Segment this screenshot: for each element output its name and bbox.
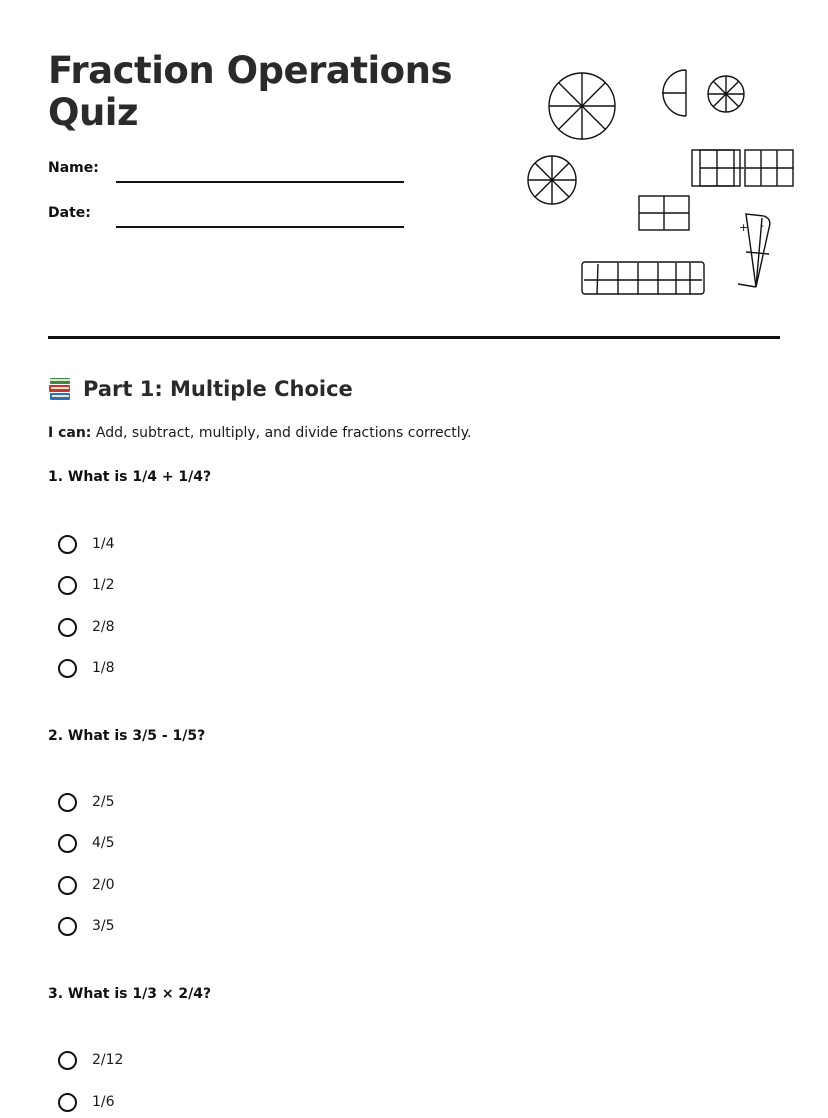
question-2: 2. What is 3/5 - 1/5? — [48, 728, 206, 744]
radio-button[interactable] — [58, 1093, 77, 1112]
section-title: Part 1: Multiple Choice — [83, 377, 353, 401]
circle-eighths-icon — [549, 73, 615, 139]
name-input-line[interactable] — [116, 181, 404, 183]
learning-goal-text: Add, subtract, multiply, and divide fractions correctly. — [91, 425, 472, 441]
fraction-illustration — [524, 66, 764, 302]
radio-button[interactable] — [58, 618, 77, 637]
date-label: Date: — [48, 205, 91, 221]
option-label: 1/4 — [92, 536, 115, 552]
grid-subtraction-icon — [692, 150, 793, 186]
option-label: 2/8 — [92, 619, 115, 635]
question-1: 1. What is 1/4 + 1/4? — [48, 469, 212, 485]
option-label: 2/12 — [92, 1052, 124, 1068]
option-label: 2/0 — [92, 877, 115, 893]
plus-sign: + — [739, 221, 749, 234]
question-2-option-1[interactable] — [58, 790, 115, 814]
radio-button[interactable] — [58, 834, 77, 853]
rectangle-quarters-icon — [639, 196, 689, 230]
option-label: 2/5 — [92, 794, 115, 810]
question-2-option-2[interactable] — [58, 831, 115, 855]
option-label: 4/5 — [92, 835, 115, 851]
radio-button[interactable] — [58, 876, 77, 895]
question-1-option-4[interactable] — [58, 656, 115, 680]
name-field[interactable] — [48, 160, 404, 184]
question-2-option-3[interactable] — [58, 873, 115, 897]
date-input-line[interactable] — [116, 226, 404, 228]
date-field[interactable] — [48, 205, 404, 229]
learning-goal — [48, 425, 471, 441]
small-circle-icon — [528, 156, 576, 204]
minus-sign: - — [760, 219, 764, 232]
option-label: 1/2 — [92, 577, 115, 593]
name-label: Name: — [48, 160, 99, 176]
radio-button[interactable] — [58, 917, 77, 936]
question-3-option-2[interactable] — [58, 1090, 115, 1114]
question-3-option-1[interactable] — [58, 1048, 123, 1072]
option-label: 1/8 — [92, 660, 115, 676]
fraction-bar-icon — [582, 262, 704, 294]
option-label: 3/5 — [92, 918, 115, 934]
header-divider — [48, 336, 780, 339]
learning-goal-label: I can: — [48, 425, 92, 441]
option-label: 1/6 — [92, 1094, 115, 1110]
question-2-option-4[interactable] — [58, 914, 115, 938]
books-icon — [48, 376, 72, 402]
radio-button[interactable] — [58, 659, 77, 678]
page-title: Fraction Operations Quiz — [48, 49, 452, 134]
circle-halves-icon — [662, 70, 744, 116]
question-3: 3. What is 1/3 × 2/4? — [48, 986, 212, 1002]
question-1-option-2[interactable] — [58, 573, 115, 597]
question-1-option-3[interactable] — [58, 615, 115, 639]
radio-button[interactable] — [58, 576, 77, 595]
section-heading — [48, 374, 353, 404]
question-1-option-1[interactable] — [58, 532, 115, 556]
radio-button[interactable] — [58, 535, 77, 554]
radio-button[interactable] — [58, 793, 77, 812]
radio-button[interactable] — [58, 1051, 77, 1070]
